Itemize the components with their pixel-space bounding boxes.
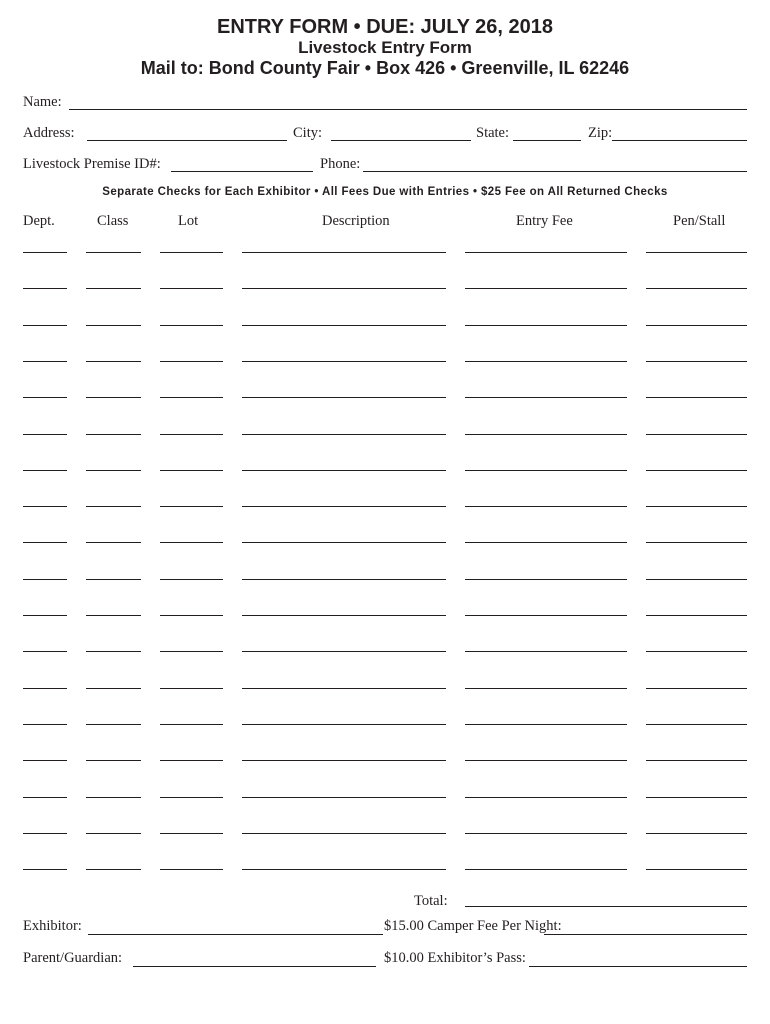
camper-fee-input-line[interactable] xyxy=(544,934,747,935)
lot-entry-line[interactable] xyxy=(160,325,223,326)
pen-stall-entry-line[interactable] xyxy=(646,833,747,834)
lot-entry-line[interactable] xyxy=(160,542,223,543)
entry-fee-entry-line[interactable] xyxy=(465,506,627,507)
class-entry-line[interactable] xyxy=(86,615,141,616)
dept-entry-line[interactable] xyxy=(23,724,67,725)
name-input-line[interactable] xyxy=(69,109,747,110)
dept-entry-line[interactable] xyxy=(23,869,67,870)
class-entry-line[interactable] xyxy=(86,288,141,289)
entry-fee-entry-line[interactable] xyxy=(465,434,627,435)
description-entry-line[interactable] xyxy=(242,434,446,435)
dept-entry-line[interactable] xyxy=(23,288,67,289)
column-header-dept: Dept. xyxy=(23,213,55,229)
description-entry-line[interactable] xyxy=(242,252,446,253)
description-entry-line[interactable] xyxy=(242,397,446,398)
class-entry-line[interactable] xyxy=(86,833,141,834)
pen-stall-entry-line[interactable] xyxy=(646,506,747,507)
entry-fee-entry-line[interactable] xyxy=(465,688,627,689)
entry-fee-entry-line[interactable] xyxy=(465,724,627,725)
address-label: Address: xyxy=(23,125,75,141)
description-entry-line[interactable] xyxy=(242,361,446,362)
mailing-address: Mail to: Bond County Fair • Box 426 • Greenville, IL 62246 xyxy=(140,58,630,78)
entry-fee-entry-line[interactable] xyxy=(465,760,627,761)
description-entry-line[interactable] xyxy=(242,615,446,616)
class-entry-line[interactable] xyxy=(86,434,141,435)
total-label: Total: xyxy=(414,893,448,909)
column-header-pen-stall: Pen/Stall xyxy=(673,213,726,229)
lot-entry-line[interactable] xyxy=(160,361,223,362)
total-input-line[interactable] xyxy=(465,906,747,907)
dept-entry-line[interactable] xyxy=(23,651,67,652)
class-entry-line[interactable] xyxy=(86,397,141,398)
class-entry-line[interactable] xyxy=(86,869,141,870)
dept-entry-line[interactable] xyxy=(23,833,67,834)
name-row xyxy=(23,94,747,114)
lot-entry-line[interactable] xyxy=(160,797,223,798)
lot-entry-line[interactable] xyxy=(160,579,223,580)
description-entry-line[interactable] xyxy=(242,688,446,689)
dept-entry-line[interactable] xyxy=(23,579,67,580)
entry-fee-entry-line[interactable] xyxy=(465,397,627,398)
dept-entry-line[interactable] xyxy=(23,760,67,761)
dept-entry-line[interactable] xyxy=(23,797,67,798)
class-entry-line[interactable] xyxy=(86,760,141,761)
pen-stall-entry-line[interactable] xyxy=(646,288,747,289)
pen-stall-entry-line[interactable] xyxy=(646,252,747,253)
pen-stall-entry-line[interactable] xyxy=(646,470,747,471)
lot-entry-line[interactable] xyxy=(160,651,223,652)
class-entry-line[interactable] xyxy=(86,542,141,543)
dept-entry-line[interactable] xyxy=(23,506,67,507)
column-header-class: Class xyxy=(97,213,129,229)
class-entry-line[interactable] xyxy=(86,724,141,725)
form-title: ENTRY FORM • DUE: JULY 26, 2018 xyxy=(216,16,553,38)
lot-entry-line[interactable] xyxy=(160,506,223,507)
lot-entry-line[interactable] xyxy=(160,869,223,870)
entry-fee-entry-line[interactable] xyxy=(465,869,627,870)
state-label: State: xyxy=(476,125,510,141)
class-entry-line[interactable] xyxy=(86,325,141,326)
description-entry-line[interactable] xyxy=(242,325,446,326)
class-entry-line[interactable] xyxy=(86,688,141,689)
pen-stall-entry-line[interactable] xyxy=(646,760,747,761)
description-entry-line[interactable] xyxy=(242,760,446,761)
exhibitor-label: Exhibitor: xyxy=(23,918,82,934)
entry-fee-entry-line[interactable] xyxy=(465,651,627,652)
entry-fee-entry-line[interactable] xyxy=(465,615,627,616)
lot-entry-line[interactable] xyxy=(160,724,223,725)
column-header-description: Description xyxy=(322,213,390,229)
entry-fee-entry-line[interactable] xyxy=(465,797,627,798)
name-label: Name: xyxy=(23,94,62,110)
parent-guardian-label: Parent/Guardian: xyxy=(23,950,123,966)
dept-entry-line[interactable] xyxy=(23,397,67,398)
description-entry-line[interactable] xyxy=(242,869,446,870)
dept-entry-line[interactable] xyxy=(23,615,67,616)
lot-entry-line[interactable] xyxy=(160,688,223,689)
state-input-line[interactable] xyxy=(513,140,581,141)
pen-stall-entry-line[interactable] xyxy=(646,724,747,725)
pen-stall-entry-line[interactable] xyxy=(646,797,747,798)
entry-fee-entry-line[interactable] xyxy=(465,325,627,326)
class-entry-line[interactable] xyxy=(86,651,141,652)
class-entry-line[interactable] xyxy=(86,361,141,362)
zip-label: Zip: xyxy=(588,125,613,141)
column-header-entry-fee: Entry Fee xyxy=(516,213,573,229)
city-input-line[interactable] xyxy=(331,140,471,141)
lot-entry-line[interactable] xyxy=(160,434,223,435)
pen-stall-entry-line[interactable] xyxy=(646,325,747,326)
dept-entry-line[interactable] xyxy=(23,252,67,253)
premise-phone-row xyxy=(23,156,747,176)
class-entry-line[interactable] xyxy=(86,252,141,253)
description-entry-line[interactable] xyxy=(242,797,446,798)
lot-entry-line[interactable] xyxy=(160,760,223,761)
pen-stall-entry-line[interactable] xyxy=(646,361,747,362)
lot-entry-line[interactable] xyxy=(160,397,223,398)
entry-fee-entry-line[interactable] xyxy=(465,470,627,471)
address-row xyxy=(23,125,747,145)
premise-id-label: Livestock Premise ID#: xyxy=(23,156,161,172)
entry-fee-entry-line[interactable] xyxy=(465,833,627,834)
description-entry-line[interactable] xyxy=(242,506,446,507)
description-entry-line[interactable] xyxy=(242,288,446,289)
dept-entry-line[interactable] xyxy=(23,470,67,471)
zip-input-line[interactable] xyxy=(612,140,747,141)
dept-entry-line[interactable] xyxy=(23,542,67,543)
entry-fee-entry-line[interactable] xyxy=(465,542,627,543)
class-entry-line[interactable] xyxy=(86,579,141,580)
column-header-lot: Lot xyxy=(178,213,199,229)
description-entry-line[interactable] xyxy=(242,542,446,543)
lot-entry-line[interactable] xyxy=(160,615,223,616)
dept-entry-line[interactable] xyxy=(23,325,67,326)
entry-fee-entry-line[interactable] xyxy=(465,288,627,289)
pen-stall-entry-line[interactable] xyxy=(646,615,747,616)
class-entry-line[interactable] xyxy=(86,470,141,471)
phone-label: Phone: xyxy=(320,156,361,172)
exhibitor-input-line[interactable] xyxy=(88,934,383,935)
form-subtitle: Livestock Entry Form xyxy=(298,38,472,57)
parent-guardian-input-line[interactable] xyxy=(133,966,376,967)
entry-fee-entry-line[interactable] xyxy=(465,252,627,253)
pen-stall-entry-line[interactable] xyxy=(646,397,747,398)
description-entry-line[interactable] xyxy=(242,833,446,834)
exhibitor-pass-label: $10.00 Exhibitor’s Pass: xyxy=(384,950,526,966)
entry-fee-entry-line[interactable] xyxy=(465,361,627,362)
pen-stall-entry-line[interactable] xyxy=(646,434,747,435)
pen-stall-entry-line[interactable] xyxy=(646,651,747,652)
description-entry-line[interactable] xyxy=(242,651,446,652)
dept-entry-line[interactable] xyxy=(23,434,67,435)
description-entry-line[interactable] xyxy=(242,470,446,471)
address-input-line[interactable] xyxy=(87,140,287,141)
premise-id-input-line[interactable] xyxy=(171,171,313,172)
pen-stall-entry-line[interactable] xyxy=(646,579,747,580)
description-entry-line[interactable] xyxy=(242,724,446,725)
lot-entry-line[interactable] xyxy=(160,288,223,289)
phone-input-line[interactable] xyxy=(363,171,747,172)
pen-stall-entry-line[interactable] xyxy=(646,542,747,543)
dept-entry-line[interactable] xyxy=(23,688,67,689)
description-entry-line[interactable] xyxy=(242,579,446,580)
entry-fee-entry-line[interactable] xyxy=(465,579,627,580)
pen-stall-entry-line[interactable] xyxy=(646,869,747,870)
class-entry-line[interactable] xyxy=(86,506,141,507)
pen-stall-entry-line[interactable] xyxy=(646,688,747,689)
class-entry-line[interactable] xyxy=(86,797,141,798)
city-label: City: xyxy=(293,125,323,141)
lot-entry-line[interactable] xyxy=(160,470,223,471)
lot-entry-line[interactable] xyxy=(160,833,223,834)
camper-fee-label: $15.00 Camper Fee Per Night: xyxy=(384,918,562,934)
lot-entry-line[interactable] xyxy=(160,252,223,253)
dept-entry-line[interactable] xyxy=(23,361,67,362)
exhibitor-pass-input-line[interactable] xyxy=(529,966,747,967)
fee-notice: Separate Checks for Each Exhibitor • All Fees Due with Entries • $25 Fee on All Returned Checks xyxy=(102,186,668,198)
